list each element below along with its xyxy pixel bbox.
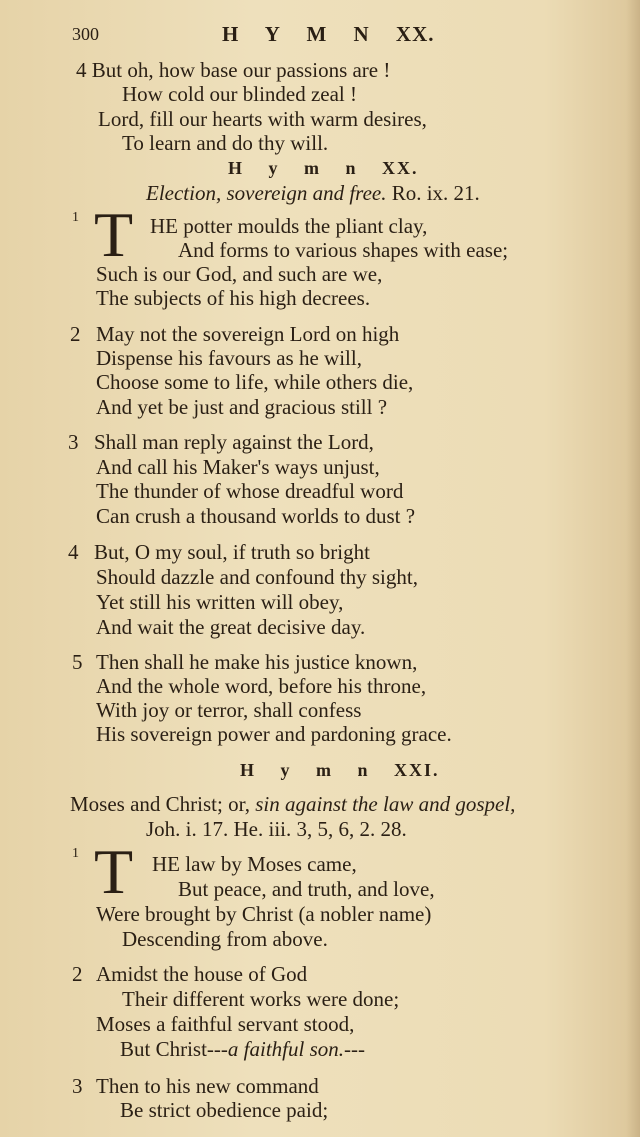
hymn-title: H y m n XXI. [240,760,440,780]
verse-line: To learn and do thy will. [122,131,329,155]
verse-line: And wait the great decisive day. [96,615,366,639]
verse-line [120,1037,365,1061]
hymn-subtitle [70,792,515,816]
verse-line: Were brought by Christ (a nobler name) [96,902,432,926]
verse-line: Yet still his written will obey, [96,590,344,614]
verse-number: 5 [72,650,83,674]
verse-line: Amidst the house of God [96,962,308,986]
verse-line: Then shall he make his justice known, [96,650,418,674]
verse-line: HE law by Moses came, [152,852,357,876]
subtitle-italic: sin against the law and gospel, [255,792,516,816]
verse-line: Dispense his favours as he will, [96,346,362,370]
verse-line: HE potter moulds the pliant clay, [150,214,428,238]
verse-line: But, O my soul, if truth so bright [94,540,370,564]
verse-text: But Christ--- [120,1037,228,1061]
drop-cap: T [94,836,134,907]
subtitle-italic: Election, sovereign and free. [146,181,387,205]
verse-line: The subjects of his high decrees. [96,286,371,310]
drop-cap: T [94,199,134,270]
verse-line: Their different works were done; [122,987,400,1011]
verse-line: Lord, fill our hearts with warm desires, [98,107,427,131]
verse-line: 4 But oh, how base our passions are ! [76,58,391,82]
verse-line: Then to his new command [96,1074,319,1098]
verse-line: Such is our God, and such are we, [96,262,383,286]
page-number: 300 [72,24,99,44]
verse-line: May not the sovereign Lord on high [96,322,400,346]
verse-line: The thunder of whose dreadful word [96,479,404,503]
verse-line: And call his Maker's ways unjust, [96,455,380,479]
verse-number: 1 [72,846,79,861]
page-edge-shadow [626,0,640,1137]
verse-line: And the whole word, before his throne, [96,674,427,698]
verse-line: Descending from above. [122,927,328,951]
verse-line: Be strict obedience paid; [120,1098,329,1122]
verse-number: 2 [70,322,81,346]
verse-line: And forms to various shapes with ease; [178,238,509,262]
verse-line: But peace, and truth, and love, [178,877,435,901]
verse-line: With joy or terror, shall confess [96,698,362,722]
hymn-title: H y m n XX. [228,158,419,178]
verse-line: And yet be just and gracious still ? [96,395,388,419]
scripture-reference: Ro. ix. 21. [391,181,480,205]
verse-number: 3 [68,430,79,454]
verse-line: How cold our blinded zeal ! [122,82,358,106]
verse-line: Choose some to life, while others die, [96,370,414,394]
verse-number: 3 [72,1074,83,1098]
verse-line: His sovereign power and pardoning grace. [96,722,452,746]
verse-line: Can crush a thousand worlds to dust ? [96,504,416,528]
subtitle-text: Moses and Christ; or, [70,792,250,816]
verse-number: 1 [72,210,79,225]
verse-line: Shall man reply against the Lord, [94,430,374,454]
verse-line: Should dazzle and confound thy sight, [96,565,418,589]
verse-text: --- [344,1037,366,1061]
running-title: H Y M N XX. [222,22,435,46]
hymn-subtitle [146,181,480,205]
verse-number: 2 [72,962,83,986]
verse-line: Moses a faithful servant stood, [96,1012,355,1036]
verse-italic: a faithful son. [227,1037,345,1061]
scripture-reference: Joh. i. 17. He. iii. 3, 5, 6, 2. 28. [146,817,407,841]
verse-number: 4 [68,540,79,564]
